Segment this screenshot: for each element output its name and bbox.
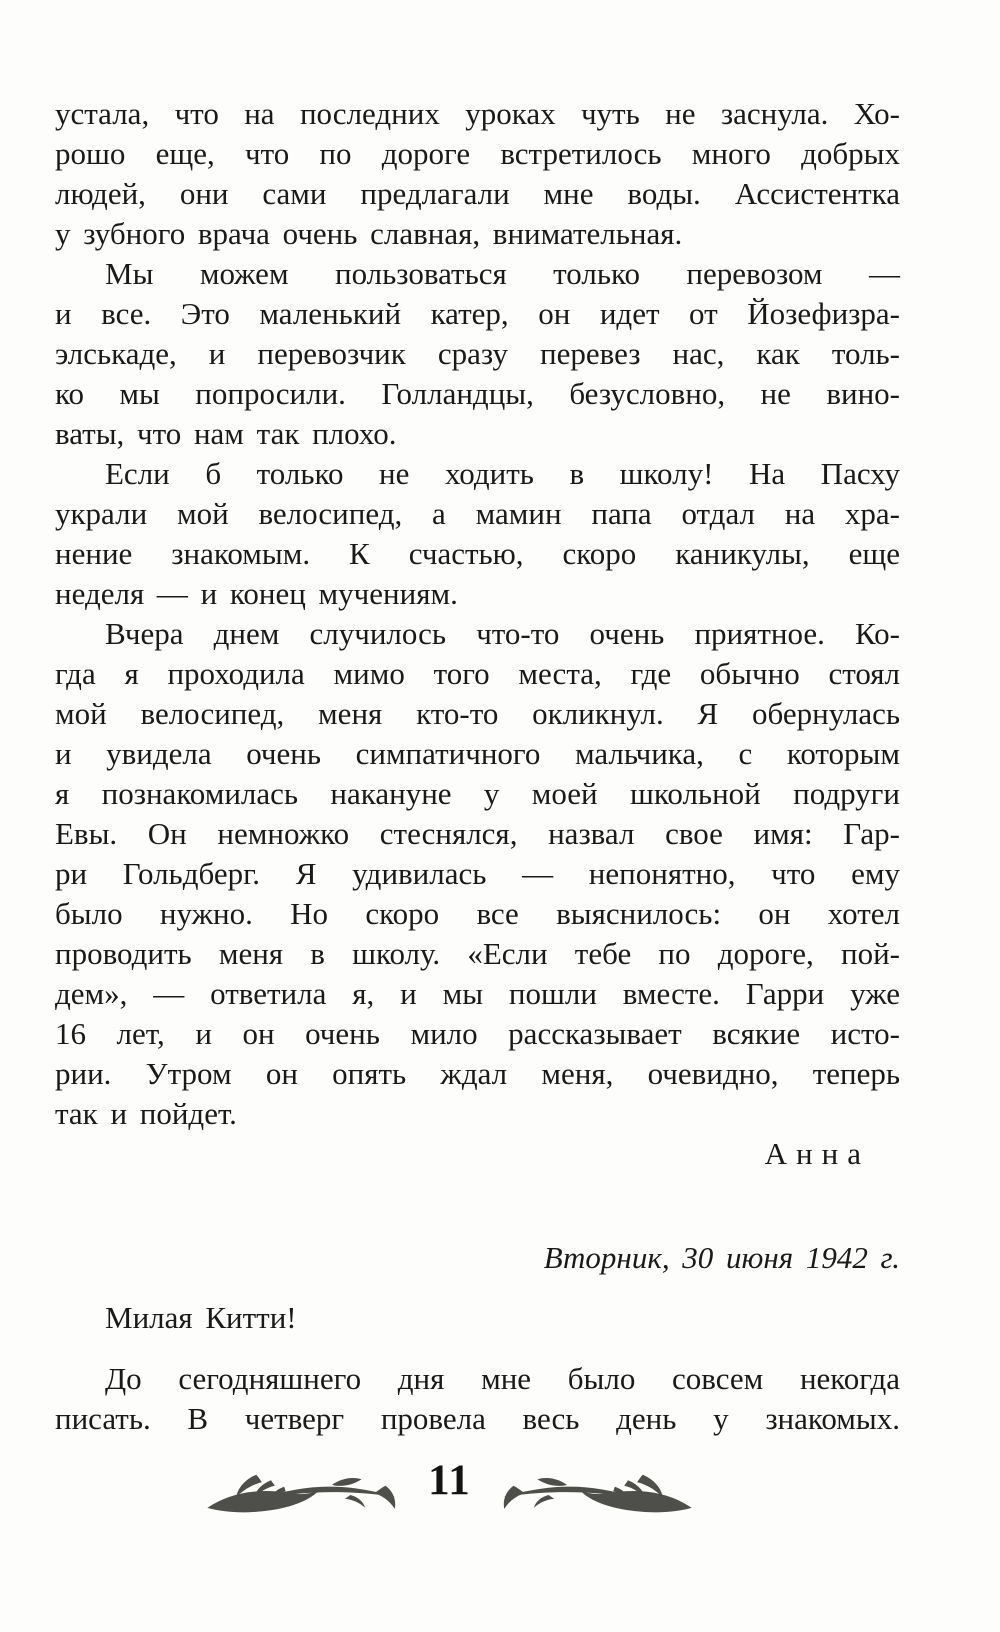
text-line: я познакомилась накануне у моей школьной подруги: [55, 776, 900, 811]
text-line: и все. Это маленький катер, он идет от Йозефизра-: [55, 296, 900, 331]
text-line: и увидела очень симпатичного мальчика, с которым: [55, 736, 900, 771]
text-line: дем», — ответила я, и мы пошли вместе. Гарри уже: [55, 976, 900, 1011]
signature: Анна: [764, 1136, 870, 1171]
text-line: нение знакомым. К счастью, скоро каникулы, еще: [55, 536, 900, 571]
text-line: Вчера днем случилось что-то очень приятное. Ко-: [105, 616, 900, 651]
paragraph: [55, 254, 900, 454]
text-line: рии. Утром он опять ждал меня, очевидно, теперь: [55, 1056, 900, 1091]
footer-flourish-left-icon: [199, 1471, 404, 1519]
text-line: украли мой велосипед, а мамин папа отдал на хра-: [55, 496, 900, 531]
text-line: ваты, что нам так плохо.: [55, 416, 397, 451]
text-block: [55, 94, 900, 1439]
text-line: ко мы попросили. Голландцы, безусловно, не вино-: [55, 376, 900, 411]
paragraph: [55, 94, 900, 254]
text-line: у зубного врача очень славная, внимательная.: [55, 216, 683, 251]
text-line: людей, они сами предлагали мне воды. Ассистентка: [55, 176, 900, 211]
paragraph: [55, 1359, 900, 1439]
text-line: элськаде, и перевозчик сразу перевез нас, как толь-: [55, 336, 900, 371]
text-line: Евы. Он немножко стеснялся, назвал свое имя: Гар-: [55, 816, 900, 851]
text-line: мой велосипед, меня кто-то окликнул. Я обернулась: [55, 696, 900, 731]
page-footer: [27, 1458, 872, 1519]
text-line: так и пойдет.: [55, 1096, 237, 1131]
salutation: Милая Китти!: [105, 1300, 297, 1335]
entry-date: Вторник, 30 июня 1942 г.: [543, 1240, 900, 1275]
paragraph: [55, 454, 900, 614]
page-number: 11: [428, 1457, 471, 1504]
text-line: проводить меня в школу. «Если тебе по дороге, пой-: [55, 936, 900, 971]
text-line: До сегодняшнего дня мне было совсем некогда: [105, 1361, 900, 1396]
paragraph: [55, 614, 900, 1134]
text-line: 16 лет, и он очень мило рассказывает всякие исто-: [55, 1016, 900, 1051]
text-line: устала, что на последних уроках чуть не заснула. Хо-: [55, 96, 900, 131]
text-line: Мы можем пользоваться только перевозом —: [105, 256, 900, 291]
footer-flourish-right-icon: [495, 1471, 700, 1519]
text-line: Если б только не ходить в школу! На Пасху: [105, 456, 900, 491]
text-line: гда я проходила мимо того места, где обычно стоял: [55, 656, 900, 691]
text-line: писать. В четверг провела весь день у знакомых.: [55, 1401, 900, 1436]
text-line: было нужно. Но скоро все выяснилось: он хотел: [55, 896, 900, 931]
text-line: неделя — и конец мучениям.: [55, 576, 458, 611]
text-line: рошо еще, что по дороге встретилось много добрых: [55, 136, 900, 171]
text-line: ри Гольдберг. Я удивилась — непонятно, что ему: [55, 856, 900, 891]
